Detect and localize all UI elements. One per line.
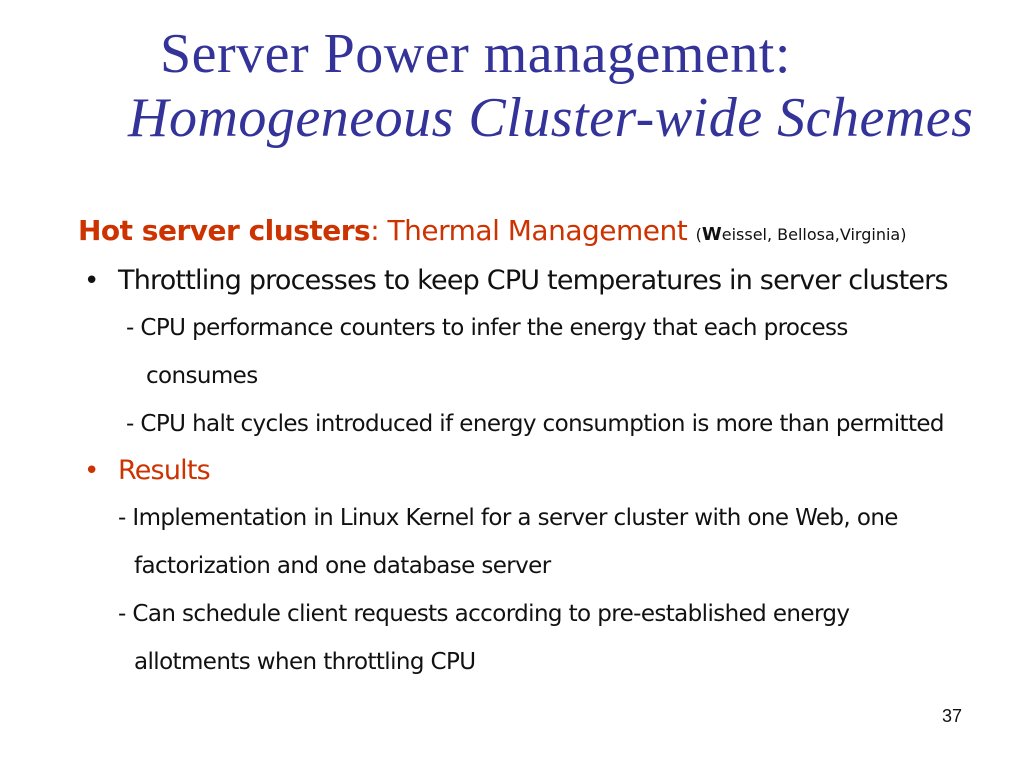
title-line-2: Homogeneous Cluster-wide Schemes — [128, 87, 974, 149]
sub-item-continuation: allotments when throttling CPU — [134, 649, 476, 675]
citation-initial: W — [701, 224, 722, 245]
sub-item-continuation: factorization and one database server — [134, 553, 551, 579]
page-number: 37 — [941, 706, 962, 726]
sub-item: - CPU performance counters to infer the energy that each process — [126, 315, 848, 341]
sub-item: - CPU halt cycles introduced if energy consumption is more than permitted — [126, 411, 944, 437]
heading-citation: (Weissel, Bellosa,Virginia) — [695, 224, 907, 245]
heading-rest: Thermal Management — [379, 214, 696, 247]
bullet-item-results — [78, 448, 978, 494]
bullet-icon: • — [84, 266, 99, 296]
bullet-text: Throttling processes to keep CPU temperatures in server clusters — [118, 265, 948, 296]
bullet-text: Results — [118, 455, 210, 486]
sub-item: - Can schedule client requests according to pre-established energy — [118, 601, 850, 627]
section-heading — [78, 208, 978, 258]
title-line-1: Server Power management: — [160, 23, 791, 85]
sub-item: - Implementation in Linux Kernel for a server cluster with one Web, one — [118, 505, 898, 531]
heading-bold: Hot server clusters — [78, 214, 371, 247]
bullet-item — [78, 258, 978, 304]
bullet-icon: • — [84, 456, 99, 486]
sub-item-continuation: consumes — [146, 363, 258, 389]
heading-colon: : — [370, 214, 380, 247]
slide-body — [78, 208, 978, 686]
slide-title — [120, 22, 1000, 150]
